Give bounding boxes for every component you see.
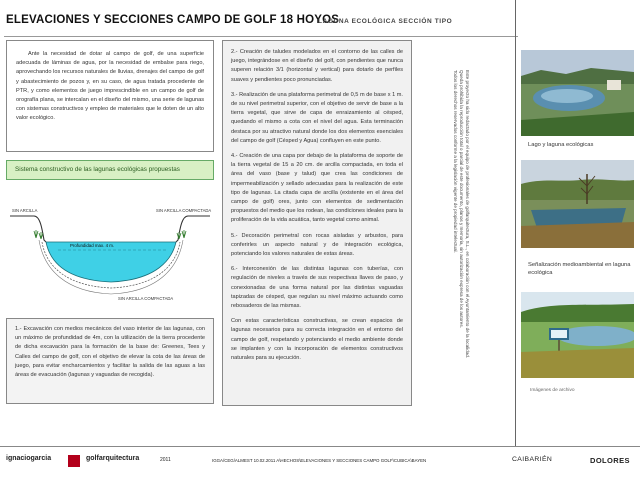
step-item: 5.- Decoración perimetral con rocas aisladas y arbustos, para conferirles un aspecto natural y de integración ecológica, potenciando los valores naturales de estas áreas. <box>231 232 403 258</box>
step-item: Con estas características constructivas, se crean espacios de lagunas necesarios para su correcta integración en el entorno del campo de golf, respetando y potenciando el medio ambiente donde se implanten y con la incorporación de elementos constructivos naturales para su ejecución. <box>231 318 403 362</box>
step-item: 4.- Creación de una capa por debajo de la plataforma de soporte de la tierra vegetal de 15 a 20 cm. de arcilla compactada, en toda el área del vaso (base y talud) que crea las condiciones de impermeabilización y sellado adecuadas para la realización de este tipo de lagunas. La citada capa de arcilla (existente en el área del campo de golf) ores, junto con elementos de sedimentación propuestos del medio que los rodean, las condiciones ideales para la proliferación de la vida acuática, tanto vegetal como animal. <box>231 153 403 224</box>
diagram-section <box>10 216 210 294</box>
footer-place-bold: DOLORES <box>590 456 630 465</box>
step-item: 6.- Interconexión de las distintas lagunas con tuberías, con regulación de niveles a través de sus respectivas llaves de paso, y conexionadas de una forma natural por las distintas vaguadas tapizadas de césped, que regulan su nivel máximo actuando como rebosaderos de las mismas. <box>231 266 403 310</box>
vertical-note-line: Este proyecto ha sido redactado por el equipo de profesionales de golfarquitectura, S.L., en colaboración con el Ayuntamiento de la localidad. <box>465 70 470 359</box>
intro-text: Ante la necesidad de dotar al campo de golf, de una superficie adecuada de láminas de agua, por la necesidad de embalse para riego, aprovechando los recursos naturales de lluvias, drenajes del campo de golf y abastecimiento de pozos y, en su caso, de agua tratada procedente de PTR, y como elementos de juego imprescindible en un campo de golf de orografía plana, se intercalan en el diseño del mismo, una serie de lagunas con sistemas constructivos y empleo de materiales que le doten de un alto valor ecológico. <box>16 51 204 122</box>
photo-signage <box>521 292 634 378</box>
intro-box <box>6 40 214 152</box>
caption-2: Señalización medioambiental en laguna ecológica <box>528 262 631 276</box>
vertical-note-line: Queda prohibida la reproducción total o parcial de este documento, planos y memoria, sin autorización expresa de los autores. <box>459 70 465 328</box>
footer-year: 2011 <box>160 457 171 463</box>
brand-square <box>68 455 80 467</box>
right-column-divider <box>515 0 516 446</box>
diagram-depth-label: Profundidad max. 4 m. <box>70 243 115 248</box>
photo-lagoon <box>521 160 634 248</box>
footer-divider <box>0 446 640 447</box>
caption-1: Lago y laguna ecológicas <box>528 142 594 148</box>
diagram-label-right: SIN ARCILLA COMPACTADA <box>156 208 212 213</box>
header <box>4 10 514 32</box>
footer-brand-right: golfarquitectura <box>86 455 140 462</box>
lagoon-section-diagram <box>6 190 214 302</box>
vertical-note-line: Todos los derechos reservados conforme a la legislación vigente de propiedad intelectual. <box>453 70 459 253</box>
step-item: 2.- Creación de taludes modelados en el contorno de las calles de juego, integrándose en el diseño del golf, con pendientes que nunca superen relación 3/1 (horizontal y vertical) para dotarlo de perfiles suaves y pendientes poco pronunciadas. <box>231 49 403 83</box>
step-item: 3.- Realización de una plataforma perimetral de 0,5 m de base x 1 m. de su nivel perimetral superior, con el objetivo de servir de base a la tierra vegetal, que sirve de capa de enraizamiento al césped, quedando el mismo a cota con el nivel del agua. Esta terminación destaca por su atractivo natural donde los dos elementos esenciales del campo de golf (Césped y Agua) confluyen en este punto. <box>231 91 403 144</box>
diagram-label-left: SIN ARCILLA <box>12 208 38 213</box>
step-1-text: 1.- Excavación con medios mecánicos del vaso interior de las lagunas, con un máximo de profundidad de 4m, con la utilización de la tierra procedente de dicha excavación para la formación de la base de: Greenes, Tees y Calles del campo de golf, con el objetivo de elevar la cota de las áreas de juego, para evitar encharcamientos y facilitar la salida de las aguas a las áreas de evacuación (lagunas y vaguadas de recogida). <box>15 326 205 379</box>
diagram-bottom-label: SIN ARCILLA COMPACTADA <box>118 296 174 301</box>
footer-place: CAIBARIÉN <box>512 456 553 463</box>
photo-sources: Imágenes de archivo <box>530 388 575 393</box>
system-label: Sistema constructivo de las lagunas ecológicas propuestas <box>15 166 180 173</box>
title-divider <box>4 36 518 37</box>
vertical-legal-note <box>430 70 470 430</box>
page-subtitle: LAGUNA ECOLÓGICA SECCIÓN TIPO <box>318 18 453 25</box>
system-label-box <box>6 160 214 180</box>
photo-lake <box>521 50 634 136</box>
footer-code: IGGA/CEG/ALMEST 10.02.2011 A\HECHOS\ELEVACIONES Y SECCIONES CAMPO GOLF\CUBICA\BAYEN <box>212 458 427 463</box>
steps-box <box>222 40 412 406</box>
footer-brand-left: ignaciogarcia <box>6 455 52 462</box>
step-1-box <box>6 318 214 404</box>
page-title: ELEVACIONES Y SECCIONES CAMPO DE GOLF 18 HOYOS <box>6 14 340 26</box>
